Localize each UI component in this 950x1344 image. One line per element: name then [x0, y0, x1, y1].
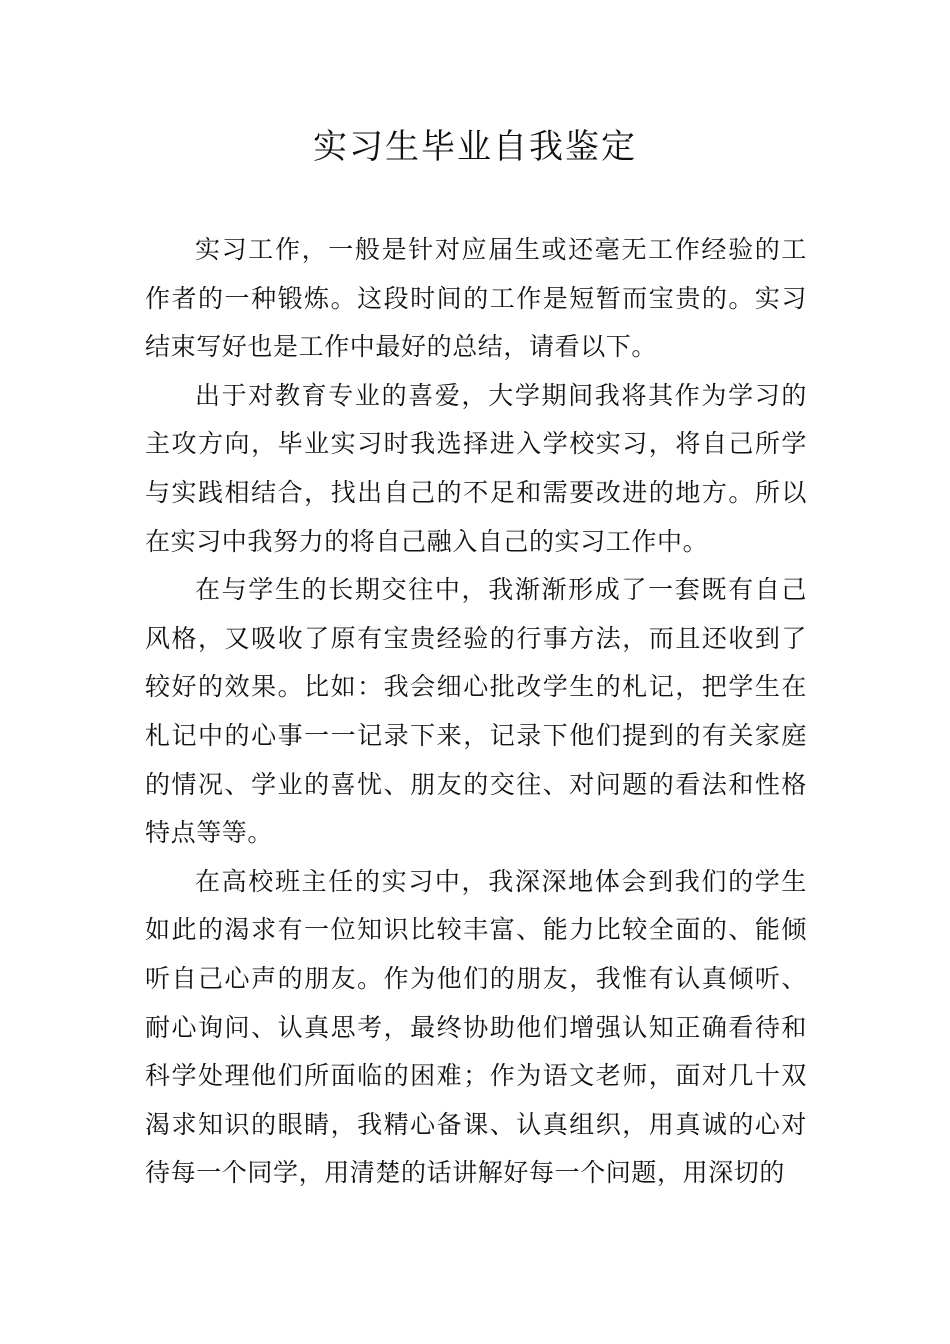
document-body: [145, 226, 807, 1198]
paragraph-class-teacher: 在高校班主任的实习中，我深深地体会到我们的学生如此的渴求有一位知识比较丰富、能力比较全面的、能倾听自己心声的朋友。作为他们的朋友，我惟有认真倾听、耐心询问、认真思考，最终协助他们增强认知正确看待和科学处理他们所面临的困难；作为语文老师，面对几十双渴求知识的眼睛，我精心备课、认真组织，用真诚的心对待每一个同学，用清楚的话讲解好每一个问题，用深切的: [145, 866, 807, 1188]
paragraph-student-interaction: 在与学生的长期交往中，我渐渐形成了一套既有自己风格，又吸收了原有宝贵经验的行事方法，而且还收到了较好的效果。比如：我会细心批改学生的札记，把学生在札记中的心事一一记录下来，记录下他们提到的有关家庭的情况、学业的喜忧、朋友的交往、对问题的看法和性格特点等等。: [145, 575, 807, 848]
paragraph-motivation: 出于对教育专业的喜爱，大学期间我将其作为学习的主攻方向，毕业实习时我选择进入学校实习，将自己所学与实践相结合，找出自己的不足和需要改进的地方。所以在实习中我努力的将自己融入自己的实习工作中。: [145, 380, 807, 556]
paragraph-intro: 实习工作，一般是针对应届生或还毫无工作经验的工作者的一种锻炼。这段时间的工作是短暂而宝贵的。实习结束写好也是工作中最好的总结，请看以下。: [145, 235, 807, 362]
document-title: 实习生毕业自我鉴定: [313, 127, 637, 167]
